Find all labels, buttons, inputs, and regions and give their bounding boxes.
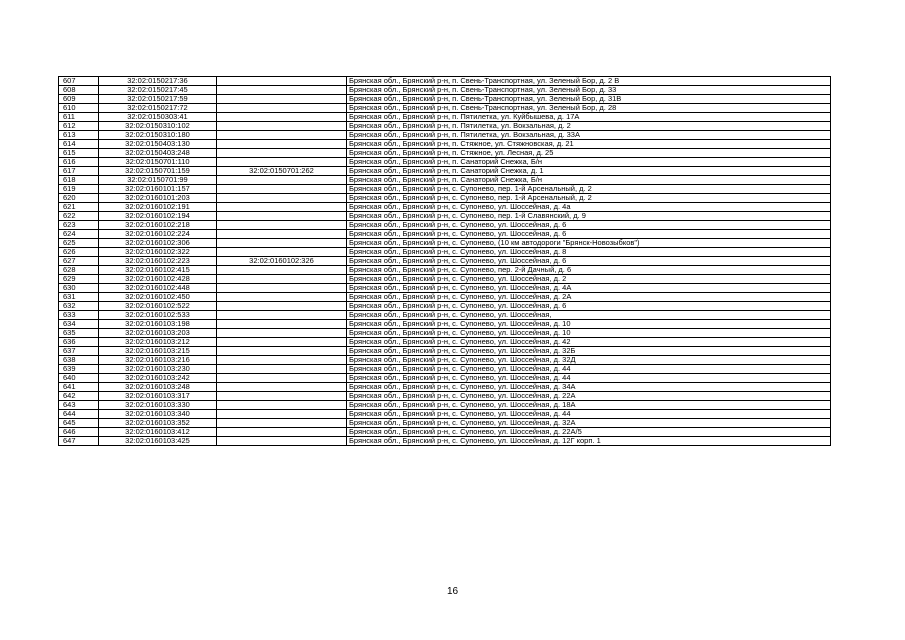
related-cadastral-number-cell: [217, 428, 347, 437]
row-number-cell: 626: [59, 248, 99, 257]
related-cadastral-number-cell: [217, 95, 347, 104]
table-row: [59, 428, 831, 437]
related-cadastral-number-cell: [217, 419, 347, 428]
row-number-cell: 621: [59, 203, 99, 212]
cadastral-number-cell: 32:02:0150217:72: [99, 104, 217, 113]
cadastral-number-cell: 32:02:0160103:317: [99, 392, 217, 401]
cadastral-number-cell: 32:02:0160102:522: [99, 302, 217, 311]
table-row: [59, 176, 831, 185]
cadastral-number-cell: 32:02:0150701:159: [99, 167, 217, 176]
row-number-cell: 643: [59, 401, 99, 410]
address-cell: Брянская обл., Брянский р-н, с. Супонево, ул. Шоссейная, д. 2А: [347, 293, 831, 302]
table-row: [59, 257, 831, 266]
related-cadastral-number-cell: [217, 356, 347, 365]
related-cadastral-number-cell: [217, 149, 347, 158]
related-cadastral-number-cell: 32:02:0160102:326: [217, 257, 347, 266]
table-row: [59, 266, 831, 275]
cadastral-number-cell: 32:02:0160103:412: [99, 428, 217, 437]
cadastral-number-cell: 32:02:0160103:242: [99, 374, 217, 383]
related-cadastral-number-cell: [217, 374, 347, 383]
row-number-cell: 607: [59, 77, 99, 86]
address-cell: Брянская обл., Брянский р-н, п. Санаторий Снежка, Б/н: [347, 176, 831, 185]
table-row: [59, 302, 831, 311]
cadastral-number-cell: 32:02:0160103:198: [99, 320, 217, 329]
related-cadastral-number-cell: [217, 131, 347, 140]
related-cadastral-number-cell: [217, 212, 347, 221]
row-number-cell: 646: [59, 428, 99, 437]
address-cell: Брянская обл., Брянский р-н, с. Супонево, ул. Шоссейная, д. 6: [347, 221, 831, 230]
related-cadastral-number-cell: [217, 203, 347, 212]
cadastral-number-cell: 32:02:0160102:191: [99, 203, 217, 212]
address-cell: Брянская обл., Брянский р-н, с. Супонево, ул. Шоссейная, д. 6: [347, 302, 831, 311]
table-row: [59, 392, 831, 401]
row-number-cell: 635: [59, 329, 99, 338]
cadastral-number-cell: 32:02:0160101:203: [99, 194, 217, 203]
row-number-cell: 618: [59, 176, 99, 185]
address-cell: Брянская обл., Брянский р-н, с. Супонево, ул. Шоссейная, д. 32Б: [347, 347, 831, 356]
row-number-cell: 644: [59, 410, 99, 419]
row-number-cell: 627: [59, 257, 99, 266]
table-row: [59, 194, 831, 203]
address-cell: Брянская обл., Брянский р-н, с. Супонево, ул. Шоссейная, д. 34А: [347, 383, 831, 392]
related-cadastral-number-cell: [217, 275, 347, 284]
table-row: [59, 293, 831, 302]
cadastral-number-cell: 32:02:0160102:533: [99, 311, 217, 320]
cadastral-number-cell: 32:02:0160102:194: [99, 212, 217, 221]
table-row: [59, 437, 831, 446]
address-cell: Брянская обл., Брянский р-н, с. Супонево, ул. Шоссейная, д. 42: [347, 338, 831, 347]
property-table: [58, 76, 831, 446]
cadastral-number-cell: 32:02:0160103:425: [99, 437, 217, 446]
related-cadastral-number-cell: [217, 158, 347, 167]
related-cadastral-number-cell: 32:02:0150701:262: [217, 167, 347, 176]
property-table-body: [59, 77, 831, 446]
cadastral-number-cell: 32:02:0160102:218: [99, 221, 217, 230]
row-number-cell: 630: [59, 284, 99, 293]
cadastral-number-cell: 32:02:0160103:330: [99, 401, 217, 410]
cadastral-number-cell: 32:02:0160103:352: [99, 419, 217, 428]
row-number-cell: 620: [59, 194, 99, 203]
row-number-cell: 632: [59, 302, 99, 311]
row-number-cell: 640: [59, 374, 99, 383]
row-number-cell: 609: [59, 95, 99, 104]
row-number-cell: 624: [59, 230, 99, 239]
cadastral-number-cell: 32:02:0150217:45: [99, 86, 217, 95]
table-row: [59, 356, 831, 365]
row-number-cell: 629: [59, 275, 99, 284]
related-cadastral-number-cell: [217, 113, 347, 122]
row-number-cell: 622: [59, 212, 99, 221]
cadastral-number-cell: 32:02:0160102:224: [99, 230, 217, 239]
table-row: [59, 284, 831, 293]
row-number-cell: 612: [59, 122, 99, 131]
address-cell: Брянская обл., Брянский р-н, с. Супонево, ул. Шоссейная, д. 12Г корп. 1: [347, 437, 831, 446]
cadastral-number-cell: 32:02:0150217:59: [99, 95, 217, 104]
table-row: [59, 122, 831, 131]
table-row: [59, 221, 831, 230]
table-row: [59, 149, 831, 158]
cadastral-number-cell: 32:02:0160102:450: [99, 293, 217, 302]
cadastral-number-cell: 32:02:0150310:180: [99, 131, 217, 140]
address-cell: Брянская обл., Брянский р-н, с. Супонево, пер. 1-й Арсенальный, д. 2: [347, 194, 831, 203]
row-number-cell: 645: [59, 419, 99, 428]
related-cadastral-number-cell: [217, 230, 347, 239]
related-cadastral-number-cell: [217, 437, 347, 446]
row-number-cell: 613: [59, 131, 99, 140]
row-number-cell: 628: [59, 266, 99, 275]
table-row: [59, 158, 831, 167]
related-cadastral-number-cell: [217, 221, 347, 230]
related-cadastral-number-cell: [217, 122, 347, 131]
table-row: [59, 347, 831, 356]
table-row: [59, 86, 831, 95]
cadastral-number-cell: 32:02:0160103:248: [99, 383, 217, 392]
related-cadastral-number-cell: [217, 248, 347, 257]
address-cell: Брянская обл., Брянский р-н, п. Свень-Транспортная, ул. Зеленый Бор, д. 2 В: [347, 77, 831, 86]
row-number-cell: 638: [59, 356, 99, 365]
table-row: [59, 185, 831, 194]
related-cadastral-number-cell: [217, 383, 347, 392]
cadastral-number-cell: 32:02:0160103:340: [99, 410, 217, 419]
address-cell: Брянская обл., Брянский р-н, п. Стяжное, ул. Стяжновская, д. 21: [347, 140, 831, 149]
related-cadastral-number-cell: [217, 104, 347, 113]
table-row: [59, 329, 831, 338]
cadastral-number-cell: 32:02:0160102:415: [99, 266, 217, 275]
address-cell: Брянская обл., Брянский р-н, с. Супонево, ул. Шоссейная, д. 2: [347, 275, 831, 284]
related-cadastral-number-cell: [217, 365, 347, 374]
cadastral-number-cell: 32:02:0150701:110: [99, 158, 217, 167]
address-cell: Брянская обл., Брянский р-н, с. Супонево, ул. Шоссейная, д. 18А: [347, 401, 831, 410]
row-number-cell: 616: [59, 158, 99, 167]
table-row: [59, 230, 831, 239]
row-number-cell: 619: [59, 185, 99, 194]
table-row: [59, 401, 831, 410]
cadastral-number-cell: 32:02:0150403:130: [99, 140, 217, 149]
row-number-cell: 633: [59, 311, 99, 320]
related-cadastral-number-cell: [217, 392, 347, 401]
address-cell: Брянская обл., Брянский р-н, п. Пятилетка, ул. Вокзальная, д. 33А: [347, 131, 831, 140]
table-row: [59, 311, 831, 320]
related-cadastral-number-cell: [217, 140, 347, 149]
cadastral-number-cell: 32:02:0160102:322: [99, 248, 217, 257]
address-cell: Брянская обл., Брянский р-н, с. Супонево, ул. Шоссейная, д. 10: [347, 320, 831, 329]
related-cadastral-number-cell: [217, 401, 347, 410]
cadastral-number-cell: 32:02:0160102:428: [99, 275, 217, 284]
table-row: [59, 365, 831, 374]
row-number-cell: 636: [59, 338, 99, 347]
row-number-cell: 642: [59, 392, 99, 401]
row-number-cell: 615: [59, 149, 99, 158]
address-cell: Брянская обл., Брянский р-н, с. Супонево, ул. Шоссейная, д. 4А: [347, 284, 831, 293]
table-row: [59, 320, 831, 329]
address-cell: Брянская обл., Брянский р-н, с. Супонево, (10 км автодороги "Брянск-Новозыбков"): [347, 239, 831, 248]
address-cell: Брянская обл., Брянский р-н, п. Стяжное, ул. Лесная, д. 25: [347, 149, 831, 158]
cadastral-number-cell: 32:02:0160101:157: [99, 185, 217, 194]
address-cell: Брянская обл., Брянский р-н, с. Супонево, ул. Шоссейная, д. 22А: [347, 392, 831, 401]
related-cadastral-number-cell: [217, 284, 347, 293]
cadastral-number-cell: 32:02:0160102:223: [99, 257, 217, 266]
row-number-cell: 625: [59, 239, 99, 248]
page-number: 16: [446, 586, 459, 597]
row-number-cell: 614: [59, 140, 99, 149]
address-cell: Брянская обл., Брянский р-н, с. Супонево, пер. 1-й Арсенальный, д. 2: [347, 185, 831, 194]
table-row: [59, 248, 831, 257]
address-cell: Брянская обл., Брянский р-н, с. Супонево, ул. Шоссейная, д. 32Д: [347, 356, 831, 365]
address-cell: Брянская обл., Брянский р-н, с. Супонево, ул. Шоссейная, д. 6: [347, 230, 831, 239]
table-row: [59, 338, 831, 347]
cadastral-number-cell: 32:02:0150403:248: [99, 149, 217, 158]
related-cadastral-number-cell: [217, 329, 347, 338]
table-row: [59, 239, 831, 248]
row-number-cell: 637: [59, 347, 99, 356]
cadastral-number-cell: 32:02:0160103:230: [99, 365, 217, 374]
row-number-cell: 623: [59, 221, 99, 230]
related-cadastral-number-cell: [217, 176, 347, 185]
related-cadastral-number-cell: [217, 293, 347, 302]
address-cell: Брянская обл., Брянский р-н, п. Свень-Транспортная, ул. Зеленый Бор, д. 28: [347, 104, 831, 113]
address-cell: Брянская обл., Брянский р-н, п. Санаторий Снежка, Б/н: [347, 158, 831, 167]
table-row: [59, 104, 831, 113]
cadastral-number-cell: 32:02:0150217:36: [99, 77, 217, 86]
cadastral-number-cell: 32:02:0160102:448: [99, 284, 217, 293]
related-cadastral-number-cell: [217, 266, 347, 275]
related-cadastral-number-cell: [217, 347, 347, 356]
table-row: [59, 113, 831, 122]
table-row: [59, 131, 831, 140]
table-row: [59, 275, 831, 284]
address-cell: Брянская обл., Брянский р-н, с. Супонево, ул. Шоссейная, д. 8: [347, 248, 831, 257]
address-cell: Брянская обл., Брянский р-н, с. Супонево, ул. Шоссейная,: [347, 311, 831, 320]
address-cell: Брянская обл., Брянский р-н, п. Пятилетка, ул. Вокзальная, д. 2: [347, 122, 831, 131]
address-cell: Брянская обл., Брянский р-н, п. Свень-Транспортная, ул. Зеленый Бор, д. 33: [347, 86, 831, 95]
related-cadastral-number-cell: [217, 410, 347, 419]
address-cell: Брянская обл., Брянский р-н, с. Супонево, ул. Шоссейная, д. 6: [347, 257, 831, 266]
address-cell: Брянская обл., Брянский р-н, с. Супонево, пер. 1-й Славянский, д. 9: [347, 212, 831, 221]
related-cadastral-number-cell: [217, 77, 347, 86]
related-cadastral-number-cell: [217, 320, 347, 329]
related-cadastral-number-cell: [217, 185, 347, 194]
cadastral-number-cell: 32:02:0160103:203: [99, 329, 217, 338]
row-number-cell: 634: [59, 320, 99, 329]
related-cadastral-number-cell: [217, 239, 347, 248]
related-cadastral-number-cell: [217, 311, 347, 320]
table-row: [59, 410, 831, 419]
table-row: [59, 95, 831, 104]
row-number-cell: 631: [59, 293, 99, 302]
cadastral-number-cell: 32:02:0160103:216: [99, 356, 217, 365]
table-row: [59, 77, 831, 86]
related-cadastral-number-cell: [217, 194, 347, 203]
related-cadastral-number-cell: [217, 86, 347, 95]
table-row: [59, 419, 831, 428]
table-row: [59, 383, 831, 392]
row-number-cell: 647: [59, 437, 99, 446]
row-number-cell: 608: [59, 86, 99, 95]
address-cell: Брянская обл., Брянский р-н, с. Супонево, ул. Шоссейная, д. 10: [347, 329, 831, 338]
address-cell: Брянская обл., Брянский р-н, с. Супонево, ул. Шоссейная, д. 44: [347, 374, 831, 383]
table-row: [59, 374, 831, 383]
address-cell: Брянская обл., Брянский р-н, с. Супонево, ул. Шоссейная, д. 44: [347, 410, 831, 419]
table-row: [59, 203, 831, 212]
row-number-cell: 610: [59, 104, 99, 113]
address-cell: Брянская обл., Брянский р-н, п. Санаторий Снежка, д. 1: [347, 167, 831, 176]
address-cell: Брянская обл., Брянский р-н, с. Супонево, ул. Шоссейная, д. 22А/5: [347, 428, 831, 437]
cadastral-number-cell: 32:02:0150303:41: [99, 113, 217, 122]
cadastral-number-cell: 32:02:0160102:306: [99, 239, 217, 248]
row-number-cell: 617: [59, 167, 99, 176]
address-cell: Брянская обл., Брянский р-н, п. Пятилетка, ул. Куйбышева, д. 17А: [347, 113, 831, 122]
related-cadastral-number-cell: [217, 302, 347, 311]
row-number-cell: 641: [59, 383, 99, 392]
cadastral-number-cell: 32:02:0160103:212: [99, 338, 217, 347]
cadastral-number-cell: 32:02:0150310:102: [99, 122, 217, 131]
row-number-cell: 639: [59, 365, 99, 374]
address-cell: Брянская обл., Брянский р-н, п. Свень-Транспортная, ул. Зеленый Бор, д. 31В: [347, 95, 831, 104]
row-number-cell: 611: [59, 113, 99, 122]
address-cell: Брянская обл., Брянский р-н, с. Супонево, ул. Шоссейная, д. 44: [347, 365, 831, 374]
address-cell: Брянская обл., Брянский р-н, с. Супонево, ул. Шоссейная, д. 32А: [347, 419, 831, 428]
cadastral-number-cell: 32:02:0150701:99: [99, 176, 217, 185]
table-row: [59, 140, 831, 149]
table-row: [59, 212, 831, 221]
table-row: [59, 167, 831, 176]
cadastral-number-cell: 32:02:0160103:215: [99, 347, 217, 356]
related-cadastral-number-cell: [217, 338, 347, 347]
address-cell: Брянская обл., Брянский р-н, с. Супонево, пер. 2-й Дачный, д. 6: [347, 266, 831, 275]
address-cell: Брянская обл., Брянский р-н, с. Супонево, ул. Шоссейная, д. 4а: [347, 203, 831, 212]
